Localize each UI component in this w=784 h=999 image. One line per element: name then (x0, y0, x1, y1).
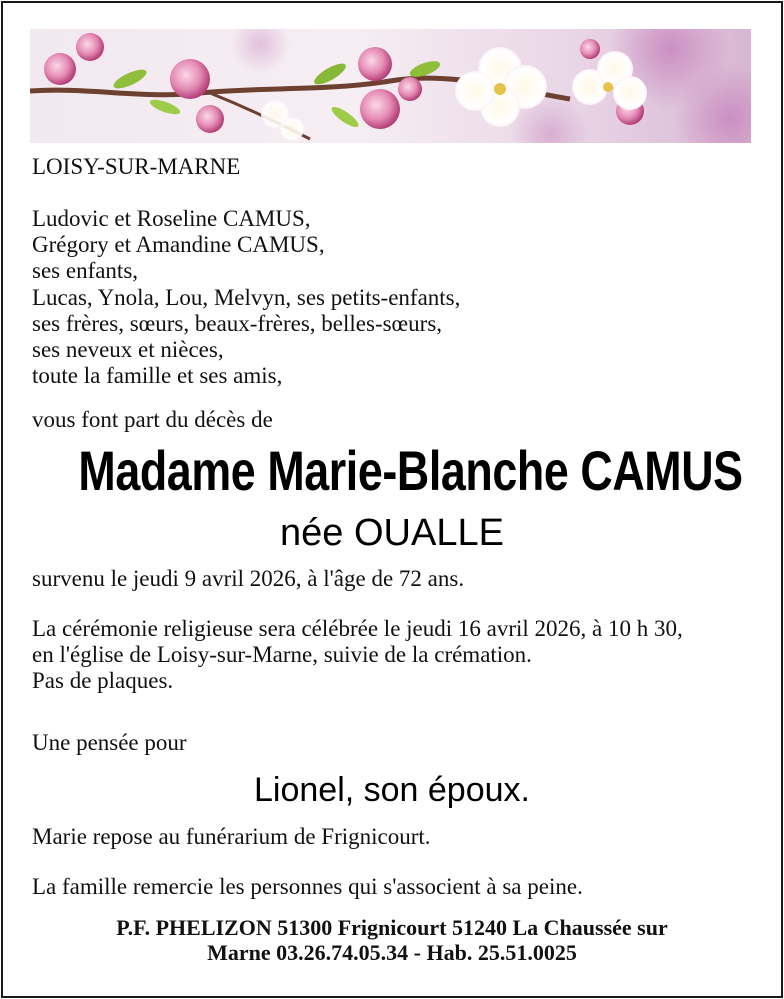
family-line: Ludovic et Roseline CAMUS, (32, 206, 311, 231)
ceremony-line: Pas de plaques. (32, 668, 174, 694)
deceased-name: Madame Marie-Blanche CAMUS (78, 439, 743, 502)
family-line: Lucas, Ynola, Lou, Melvyn, ses petits-enfants, (32, 284, 461, 310)
death-info: survenu le jeudi 9 avril 2026, à l'âge de 72 ans. (32, 566, 465, 591)
location-heading: LOISY-SUR-MARNE (32, 154, 241, 179)
ceremony-line: en l'église de Loisy-sur-Marne, suivie de la crémation. (32, 642, 532, 668)
family-line: Grégory et Amandine CAMUS, (32, 232, 325, 258)
footer-line: Marne 03.26.74.05.34 - Hab. 25.51.0025 (207, 940, 577, 965)
footer-line: P.F. PHELIZON 51300 Frignicourt 51240 La Chaussée sur (116, 915, 668, 940)
birth-name: née OUALLE (280, 512, 504, 554)
family-line: toute la famille et ses amis, (32, 363, 283, 389)
rest-place: Marie repose au funérarium de Frignicourt. (32, 824, 431, 849)
funeral-home-footer (0, 915, 784, 965)
ceremony-line: La cérémonie religieuse sera célébrée le jeudi 16 avril 2026, à 10 h 30, (32, 616, 683, 641)
thanks-text: La famille remercie les personnes qui s'associent à sa peine. (32, 874, 583, 899)
thought-name: Lionel, son époux. (254, 771, 530, 809)
announcement-text: vous font part du décès de (32, 407, 273, 432)
family-line: ses neveux et nièces, (32, 337, 224, 363)
family-list (32, 206, 460, 389)
thought-intro: Une pensée pour (32, 730, 187, 755)
ceremony-details (32, 616, 683, 695)
family-line: ses enfants, (32, 258, 139, 284)
cherry-blossom-banner-image (30, 29, 751, 143)
family-line: ses frères, sœurs, beaux-frères, belles-sœurs, (32, 310, 443, 336)
